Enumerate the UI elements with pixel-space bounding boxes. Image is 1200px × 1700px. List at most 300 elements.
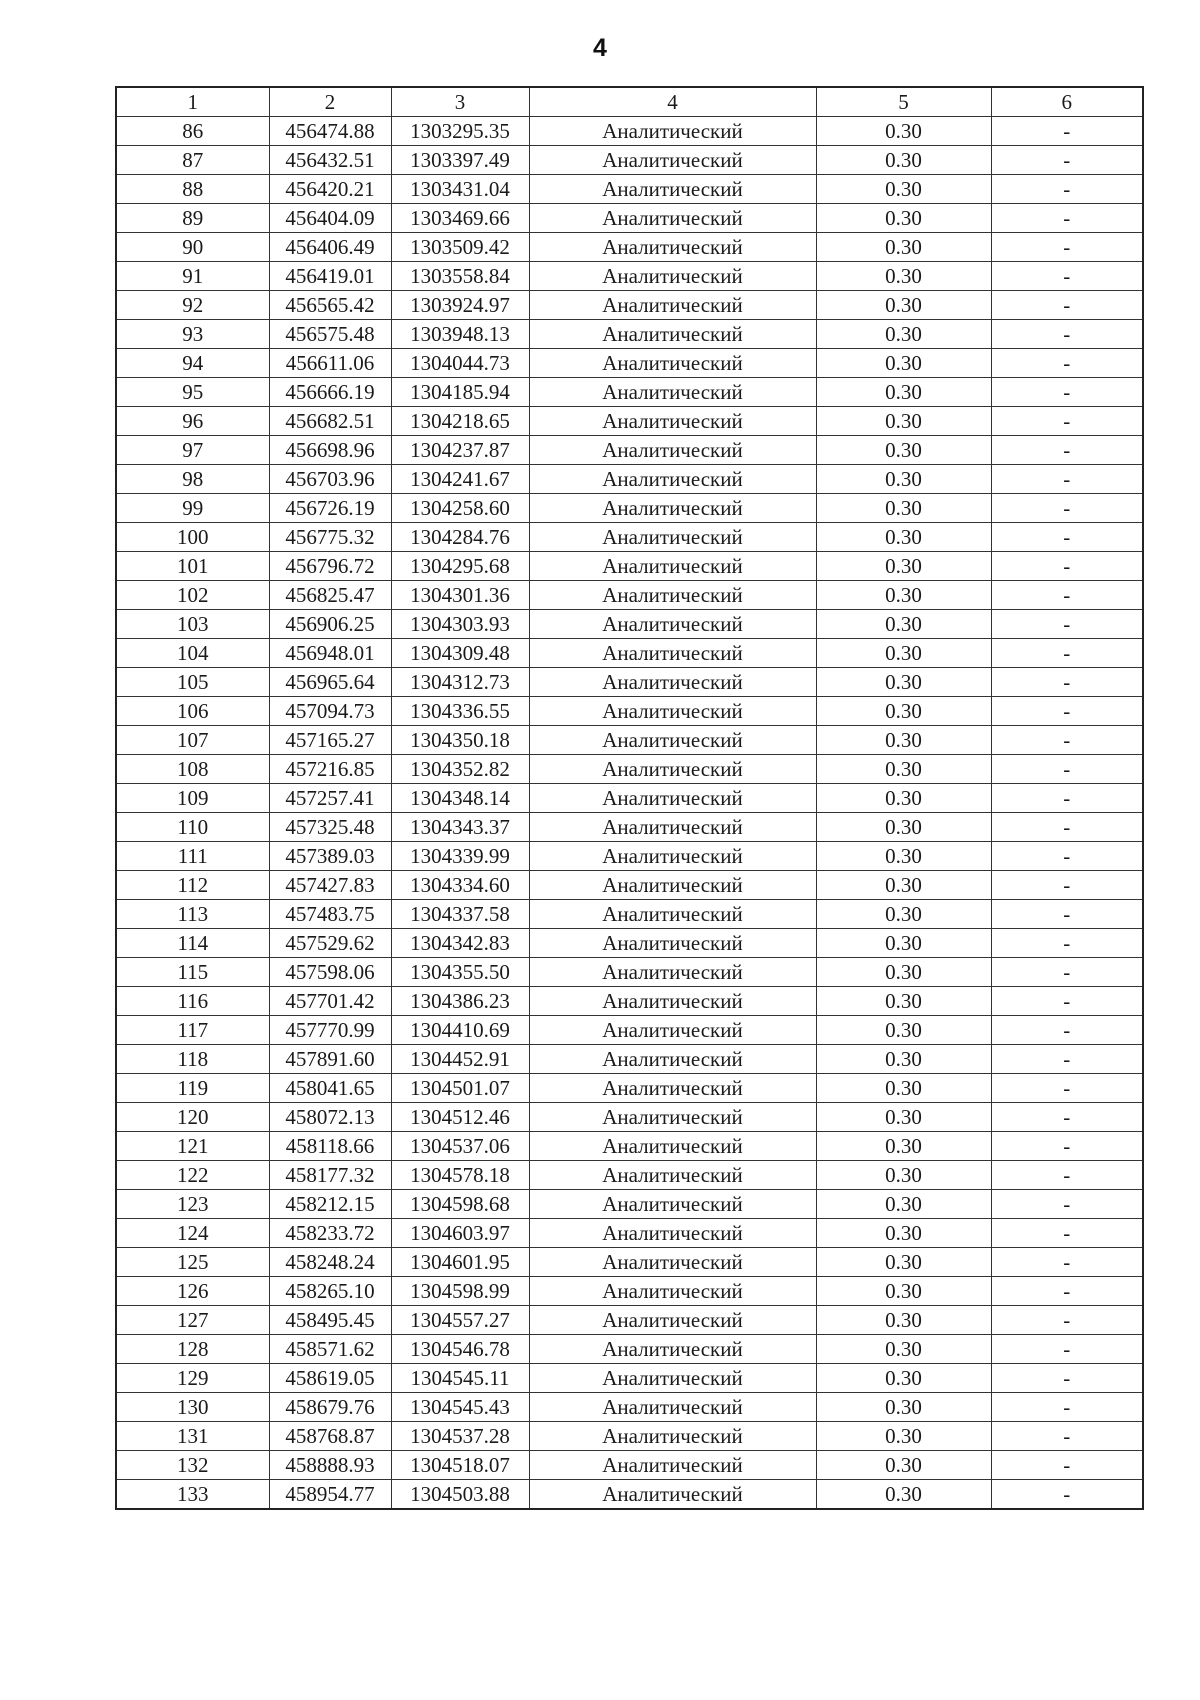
- table-row: [116, 1248, 1143, 1277]
- accuracy-cell: 0.30: [816, 871, 991, 900]
- method-cell: Аналитический: [529, 378, 816, 407]
- method-cell: Аналитический: [529, 320, 816, 349]
- point-number-cell: 129: [116, 1364, 269, 1393]
- x-coordinate-cell: 456666.19: [269, 378, 391, 407]
- y-coordinate-cell: 1304501.07: [391, 1074, 529, 1103]
- table-row: [116, 842, 1143, 871]
- note-cell: -: [991, 117, 1143, 146]
- table-row: [116, 291, 1143, 320]
- y-coordinate-cell: 1304352.82: [391, 755, 529, 784]
- method-cell: Аналитический: [529, 784, 816, 813]
- method-cell: Аналитический: [529, 1132, 816, 1161]
- note-cell: -: [991, 1335, 1143, 1364]
- method-cell: Аналитический: [529, 465, 816, 494]
- note-cell: -: [991, 610, 1143, 639]
- point-number-cell: 112: [116, 871, 269, 900]
- x-coordinate-cell: 456682.51: [269, 407, 391, 436]
- note-cell: -: [991, 1161, 1143, 1190]
- note-cell: -: [991, 552, 1143, 581]
- point-number-cell: 122: [116, 1161, 269, 1190]
- note-cell: -: [991, 349, 1143, 378]
- x-coordinate-cell: 456565.42: [269, 291, 391, 320]
- table-row: [116, 1422, 1143, 1451]
- method-cell: Аналитический: [529, 813, 816, 842]
- x-coordinate-cell: 456948.01: [269, 639, 391, 668]
- y-coordinate-cell: 1304044.73: [391, 349, 529, 378]
- table-row: [116, 494, 1143, 523]
- point-number-cell: 113: [116, 900, 269, 929]
- table-row: [116, 871, 1143, 900]
- method-cell: Аналитический: [529, 929, 816, 958]
- accuracy-cell: 0.30: [816, 291, 991, 320]
- note-cell: -: [991, 668, 1143, 697]
- method-cell: Аналитический: [529, 407, 816, 436]
- accuracy-cell: 0.30: [816, 1016, 991, 1045]
- x-coordinate-cell: 458212.15: [269, 1190, 391, 1219]
- accuracy-cell: 0.30: [816, 668, 991, 697]
- table-row: [116, 1103, 1143, 1132]
- y-coordinate-cell: 1304343.37: [391, 813, 529, 842]
- y-coordinate-cell: 1304339.99: [391, 842, 529, 871]
- note-cell: -: [991, 1132, 1143, 1161]
- note-cell: -: [991, 204, 1143, 233]
- y-coordinate-cell: 1304284.76: [391, 523, 529, 552]
- method-cell: Аналитический: [529, 494, 816, 523]
- note-cell: -: [991, 1393, 1143, 1422]
- point-number-cell: 98: [116, 465, 269, 494]
- note-cell: -: [991, 900, 1143, 929]
- x-coordinate-cell: 458041.65: [269, 1074, 391, 1103]
- note-cell: -: [991, 871, 1143, 900]
- table-row: [116, 900, 1143, 929]
- header-cell-col-3: 3: [391, 87, 529, 117]
- note-cell: -: [991, 1190, 1143, 1219]
- point-number-cell: 111: [116, 842, 269, 871]
- table-row: [116, 581, 1143, 610]
- point-number-cell: 96: [116, 407, 269, 436]
- y-coordinate-cell: 1303948.13: [391, 320, 529, 349]
- y-coordinate-cell: 1304452.91: [391, 1045, 529, 1074]
- accuracy-cell: 0.30: [816, 262, 991, 291]
- accuracy-cell: 0.30: [816, 987, 991, 1016]
- x-coordinate-cell: 456420.21: [269, 175, 391, 204]
- note-cell: -: [991, 1103, 1143, 1132]
- y-coordinate-cell: 1304337.58: [391, 900, 529, 929]
- method-cell: Аналитический: [529, 1161, 816, 1190]
- accuracy-cell: 0.30: [816, 639, 991, 668]
- y-coordinate-cell: 1304309.48: [391, 639, 529, 668]
- point-number-cell: 86: [116, 117, 269, 146]
- x-coordinate-cell: 457598.06: [269, 958, 391, 987]
- y-coordinate-cell: 1304295.68: [391, 552, 529, 581]
- x-coordinate-cell: 458233.72: [269, 1219, 391, 1248]
- y-coordinate-cell: 1304545.11: [391, 1364, 529, 1393]
- table-row: [116, 262, 1143, 291]
- accuracy-cell: 0.30: [816, 320, 991, 349]
- header-row: [116, 87, 1143, 117]
- coordinates-table: [115, 86, 1144, 1510]
- x-coordinate-cell: 457701.42: [269, 987, 391, 1016]
- method-cell: Аналитический: [529, 1393, 816, 1422]
- x-coordinate-cell: 456825.47: [269, 581, 391, 610]
- note-cell: -: [991, 1422, 1143, 1451]
- accuracy-cell: 0.30: [816, 1161, 991, 1190]
- x-coordinate-cell: 457216.85: [269, 755, 391, 784]
- y-coordinate-cell: 1304578.18: [391, 1161, 529, 1190]
- accuracy-cell: 0.30: [816, 117, 991, 146]
- table-row: [116, 755, 1143, 784]
- table-row: [116, 639, 1143, 668]
- accuracy-cell: 0.30: [816, 610, 991, 639]
- y-coordinate-cell: 1304546.78: [391, 1335, 529, 1364]
- point-number-cell: 121: [116, 1132, 269, 1161]
- note-cell: -: [991, 842, 1143, 871]
- table-row: [116, 1074, 1143, 1103]
- note-cell: -: [991, 465, 1143, 494]
- y-coordinate-cell: 1304512.46: [391, 1103, 529, 1132]
- table-row: [116, 1306, 1143, 1335]
- accuracy-cell: 0.30: [816, 784, 991, 813]
- method-cell: Аналитический: [529, 1451, 816, 1480]
- accuracy-cell: 0.30: [816, 1103, 991, 1132]
- page-number: 4: [593, 34, 607, 62]
- accuracy-cell: 0.30: [816, 494, 991, 523]
- method-cell: Аналитический: [529, 1277, 816, 1306]
- y-coordinate-cell: 1303924.97: [391, 291, 529, 320]
- accuracy-cell: 0.30: [816, 1190, 991, 1219]
- point-number-cell: 106: [116, 697, 269, 726]
- point-number-cell: 103: [116, 610, 269, 639]
- x-coordinate-cell: 458571.62: [269, 1335, 391, 1364]
- accuracy-cell: 0.30: [816, 378, 991, 407]
- note-cell: -: [991, 407, 1143, 436]
- table-row: [116, 697, 1143, 726]
- table-row: [116, 1480, 1143, 1510]
- accuracy-cell: 0.30: [816, 581, 991, 610]
- point-number-cell: 100: [116, 523, 269, 552]
- table-row: [116, 204, 1143, 233]
- point-number-cell: 130: [116, 1393, 269, 1422]
- table-row: [116, 784, 1143, 813]
- x-coordinate-cell: 458954.77: [269, 1480, 391, 1510]
- accuracy-cell: 0.30: [816, 523, 991, 552]
- y-coordinate-cell: 1304241.67: [391, 465, 529, 494]
- y-coordinate-cell: 1304518.07: [391, 1451, 529, 1480]
- y-coordinate-cell: 1304557.27: [391, 1306, 529, 1335]
- y-coordinate-cell: 1304598.68: [391, 1190, 529, 1219]
- method-cell: Аналитический: [529, 1074, 816, 1103]
- point-number-cell: 117: [116, 1016, 269, 1045]
- table-row: [116, 233, 1143, 262]
- note-cell: -: [991, 1074, 1143, 1103]
- note-cell: -: [991, 581, 1143, 610]
- y-coordinate-cell: 1304350.18: [391, 726, 529, 755]
- point-number-cell: 125: [116, 1248, 269, 1277]
- point-number-cell: 102: [116, 581, 269, 610]
- x-coordinate-cell: 458248.24: [269, 1248, 391, 1277]
- point-number-cell: 90: [116, 233, 269, 262]
- x-coordinate-cell: 456474.88: [269, 117, 391, 146]
- point-number-cell: 133: [116, 1480, 269, 1510]
- x-coordinate-cell: 456703.96: [269, 465, 391, 494]
- point-number-cell: 114: [116, 929, 269, 958]
- method-cell: Аналитический: [529, 117, 816, 146]
- method-cell: Аналитический: [529, 233, 816, 262]
- accuracy-cell: 0.30: [816, 1132, 991, 1161]
- header-cell-col-1: 1: [116, 87, 269, 117]
- method-cell: Аналитический: [529, 1103, 816, 1132]
- accuracy-cell: 0.30: [816, 1277, 991, 1306]
- x-coordinate-cell: 458619.05: [269, 1364, 391, 1393]
- accuracy-cell: 0.30: [816, 465, 991, 494]
- header-cell-col-6: 6: [991, 87, 1143, 117]
- method-cell: Аналитический: [529, 552, 816, 581]
- x-coordinate-cell: 456698.96: [269, 436, 391, 465]
- point-number-cell: 108: [116, 755, 269, 784]
- x-coordinate-cell: 458177.32: [269, 1161, 391, 1190]
- x-coordinate-cell: 457427.83: [269, 871, 391, 900]
- table-row: [116, 146, 1143, 175]
- point-number-cell: 94: [116, 349, 269, 378]
- x-coordinate-cell: 456726.19: [269, 494, 391, 523]
- table-row: [116, 1451, 1143, 1480]
- x-coordinate-cell: 457165.27: [269, 726, 391, 755]
- y-coordinate-cell: 1304342.83: [391, 929, 529, 958]
- table-row: [116, 1045, 1143, 1074]
- note-cell: -: [991, 378, 1143, 407]
- note-cell: -: [991, 523, 1143, 552]
- accuracy-cell: 0.30: [816, 1335, 991, 1364]
- point-number-cell: 110: [116, 813, 269, 842]
- y-coordinate-cell: 1304603.97: [391, 1219, 529, 1248]
- accuracy-cell: 0.30: [816, 1422, 991, 1451]
- x-coordinate-cell: 458888.93: [269, 1451, 391, 1480]
- table-row: [116, 1393, 1143, 1422]
- table-row: [116, 1132, 1143, 1161]
- table-row: [116, 1016, 1143, 1045]
- accuracy-cell: 0.30: [816, 436, 991, 465]
- y-coordinate-cell: 1304185.94: [391, 378, 529, 407]
- table-row: [116, 436, 1143, 465]
- point-number-cell: 124: [116, 1219, 269, 1248]
- y-coordinate-cell: 1304410.69: [391, 1016, 529, 1045]
- note-cell: -: [991, 755, 1143, 784]
- y-coordinate-cell: 1304537.28: [391, 1422, 529, 1451]
- method-cell: Аналитический: [529, 755, 816, 784]
- point-number-cell: 116: [116, 987, 269, 1016]
- table-row: [116, 1277, 1143, 1306]
- y-coordinate-cell: 1304258.60: [391, 494, 529, 523]
- y-coordinate-cell: 1304237.87: [391, 436, 529, 465]
- y-coordinate-cell: 1303469.66: [391, 204, 529, 233]
- method-cell: Аналитический: [529, 987, 816, 1016]
- point-number-cell: 132: [116, 1451, 269, 1480]
- accuracy-cell: 0.30: [816, 233, 991, 262]
- y-coordinate-cell: 1304334.60: [391, 871, 529, 900]
- header-cell-col-2: 2: [269, 87, 391, 117]
- y-coordinate-cell: 1304537.06: [391, 1132, 529, 1161]
- point-number-cell: 107: [116, 726, 269, 755]
- accuracy-cell: 0.30: [816, 900, 991, 929]
- table-row: [116, 175, 1143, 204]
- point-number-cell: 93: [116, 320, 269, 349]
- point-number-cell: 127: [116, 1306, 269, 1335]
- y-coordinate-cell: 1303295.35: [391, 117, 529, 146]
- y-coordinate-cell: 1304545.43: [391, 1393, 529, 1422]
- point-number-cell: 92: [116, 291, 269, 320]
- method-cell: Аналитический: [529, 262, 816, 291]
- point-number-cell: 88: [116, 175, 269, 204]
- note-cell: -: [991, 1306, 1143, 1335]
- y-coordinate-cell: 1303509.42: [391, 233, 529, 262]
- x-coordinate-cell: 456611.06: [269, 349, 391, 378]
- note-cell: -: [991, 784, 1143, 813]
- method-cell: Аналитический: [529, 291, 816, 320]
- method-cell: Аналитический: [529, 1364, 816, 1393]
- accuracy-cell: 0.30: [816, 929, 991, 958]
- x-coordinate-cell: 456575.48: [269, 320, 391, 349]
- x-coordinate-cell: 456419.01: [269, 262, 391, 291]
- x-coordinate-cell: 457770.99: [269, 1016, 391, 1045]
- x-coordinate-cell: 457483.75: [269, 900, 391, 929]
- x-coordinate-cell: 457529.62: [269, 929, 391, 958]
- method-cell: Аналитический: [529, 610, 816, 639]
- method-cell: Аналитический: [529, 146, 816, 175]
- note-cell: -: [991, 929, 1143, 958]
- method-cell: Аналитический: [529, 668, 816, 697]
- point-number-cell: 101: [116, 552, 269, 581]
- table-row: [116, 320, 1143, 349]
- method-cell: Аналитический: [529, 1219, 816, 1248]
- accuracy-cell: 0.30: [816, 1393, 991, 1422]
- note-cell: -: [991, 233, 1143, 262]
- x-coordinate-cell: 458072.13: [269, 1103, 391, 1132]
- note-cell: -: [991, 1364, 1143, 1393]
- x-coordinate-cell: 456775.32: [269, 523, 391, 552]
- note-cell: -: [991, 1219, 1143, 1248]
- point-number-cell: 120: [116, 1103, 269, 1132]
- method-cell: Аналитический: [529, 436, 816, 465]
- table-row: [116, 523, 1143, 552]
- y-coordinate-cell: 1304312.73: [391, 668, 529, 697]
- y-coordinate-cell: 1304601.95: [391, 1248, 529, 1277]
- x-coordinate-cell: 456406.49: [269, 233, 391, 262]
- point-number-cell: 123: [116, 1190, 269, 1219]
- accuracy-cell: 0.30: [816, 842, 991, 871]
- note-cell: -: [991, 1480, 1143, 1510]
- accuracy-cell: 0.30: [816, 175, 991, 204]
- point-number-cell: 128: [116, 1335, 269, 1364]
- point-number-cell: 91: [116, 262, 269, 291]
- table-row: [116, 552, 1143, 581]
- method-cell: Аналитический: [529, 842, 816, 871]
- point-number-cell: 126: [116, 1277, 269, 1306]
- method-cell: Аналитический: [529, 175, 816, 204]
- accuracy-cell: 0.30: [816, 552, 991, 581]
- table-row: [116, 407, 1143, 436]
- x-coordinate-cell: 458265.10: [269, 1277, 391, 1306]
- point-number-cell: 89: [116, 204, 269, 233]
- accuracy-cell: 0.30: [816, 755, 991, 784]
- x-coordinate-cell: 458679.76: [269, 1393, 391, 1422]
- note-cell: -: [991, 494, 1143, 523]
- accuracy-cell: 0.30: [816, 1364, 991, 1393]
- table-header: [116, 87, 1143, 117]
- note-cell: -: [991, 1045, 1143, 1074]
- y-coordinate-cell: 1303431.04: [391, 175, 529, 204]
- y-coordinate-cell: 1303397.49: [391, 146, 529, 175]
- point-number-cell: 87: [116, 146, 269, 175]
- accuracy-cell: 0.30: [816, 958, 991, 987]
- accuracy-cell: 0.30: [816, 1306, 991, 1335]
- note-cell: -: [991, 436, 1143, 465]
- method-cell: Аналитический: [529, 349, 816, 378]
- y-coordinate-cell: 1304303.93: [391, 610, 529, 639]
- accuracy-cell: 0.30: [816, 146, 991, 175]
- x-coordinate-cell: 458768.87: [269, 1422, 391, 1451]
- note-cell: -: [991, 1248, 1143, 1277]
- method-cell: Аналитический: [529, 958, 816, 987]
- method-cell: Аналитический: [529, 204, 816, 233]
- note-cell: -: [991, 146, 1143, 175]
- method-cell: Аналитический: [529, 1335, 816, 1364]
- note-cell: -: [991, 726, 1143, 755]
- point-number-cell: 105: [116, 668, 269, 697]
- y-coordinate-cell: 1303558.84: [391, 262, 529, 291]
- note-cell: -: [991, 320, 1143, 349]
- accuracy-cell: 0.30: [816, 1248, 991, 1277]
- y-coordinate-cell: 1304336.55: [391, 697, 529, 726]
- accuracy-cell: 0.30: [816, 349, 991, 378]
- note-cell: -: [991, 1016, 1143, 1045]
- method-cell: Аналитический: [529, 900, 816, 929]
- y-coordinate-cell: 1304218.65: [391, 407, 529, 436]
- note-cell: -: [991, 697, 1143, 726]
- x-coordinate-cell: 457325.48: [269, 813, 391, 842]
- table-row: [116, 813, 1143, 842]
- point-number-cell: 109: [116, 784, 269, 813]
- x-coordinate-cell: 456404.09: [269, 204, 391, 233]
- accuracy-cell: 0.30: [816, 813, 991, 842]
- note-cell: -: [991, 958, 1143, 987]
- table-row: [116, 378, 1143, 407]
- x-coordinate-cell: 456432.51: [269, 146, 391, 175]
- table-row: [116, 1364, 1143, 1393]
- point-number-cell: 99: [116, 494, 269, 523]
- y-coordinate-cell: 1304301.36: [391, 581, 529, 610]
- header-cell-col-5: 5: [816, 87, 991, 117]
- table-row: [116, 349, 1143, 378]
- point-number-cell: 131: [116, 1422, 269, 1451]
- note-cell: -: [991, 175, 1143, 204]
- point-number-cell: 118: [116, 1045, 269, 1074]
- accuracy-cell: 0.30: [816, 726, 991, 755]
- point-number-cell: 115: [116, 958, 269, 987]
- note-cell: -: [991, 987, 1143, 1016]
- method-cell: Аналитический: [529, 697, 816, 726]
- table-body: [116, 117, 1143, 1510]
- y-coordinate-cell: 1304355.50: [391, 958, 529, 987]
- point-number-cell: 95: [116, 378, 269, 407]
- table-row: [116, 1190, 1143, 1219]
- accuracy-cell: 0.30: [816, 407, 991, 436]
- x-coordinate-cell: 456965.64: [269, 668, 391, 697]
- method-cell: Аналитический: [529, 1190, 816, 1219]
- x-coordinate-cell: 457094.73: [269, 697, 391, 726]
- method-cell: Аналитический: [529, 523, 816, 552]
- x-coordinate-cell: 457389.03: [269, 842, 391, 871]
- method-cell: Аналитический: [529, 1306, 816, 1335]
